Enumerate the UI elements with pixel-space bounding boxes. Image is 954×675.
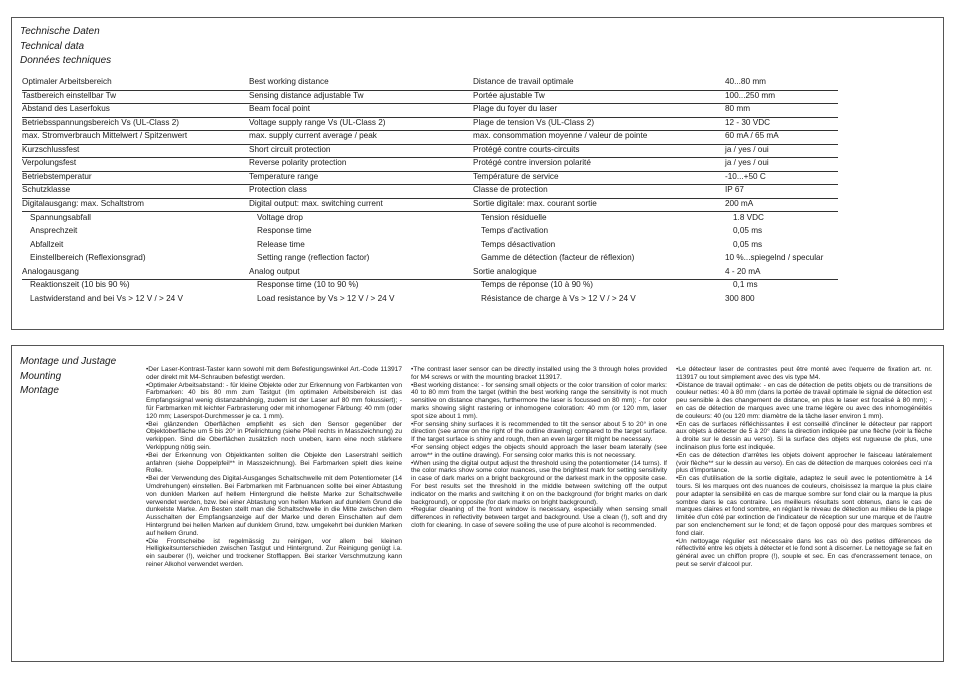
- spec-label-fr: Portée ajustable Tw: [473, 90, 545, 100]
- spec-value: 12 - 30 VDC: [725, 117, 838, 132]
- spec-value: ja / yes / oui: [725, 157, 838, 172]
- spec-label-fr: max. consommation moyenne / valeur de pointe: [473, 131, 648, 141]
- spec-label-de: Kurzschlussfest: [22, 144, 80, 154]
- spec-label-de: Abfallzeit: [30, 239, 64, 249]
- mounting-paragraph: •Distance de travail optimale: - en cas de détection de petits objets ou de transitions de couleur nettes: 40 à 80 mm (dans la portée de travail optimale le signal de détection est peu sensible à des changement de distance, en plus le laser est focalisé à 80 mm); - en cas de détection de marques avec une trame légère ou avec des inhomogénéités de couleurs: 40 (ou 120 mm: diamètre de la tâche laser environ 1 mm).: [676, 381, 932, 420]
- spec-value: 200 mA: [725, 198, 838, 213]
- spec-label-de: Digitalausgang: max. Schaltstrom: [22, 198, 144, 208]
- spec-label-en: Release time: [257, 239, 305, 249]
- spec-label-fr: Classe de protection: [473, 185, 548, 195]
- spec-value: 0,05 ms: [733, 226, 763, 236]
- mounting-paragraph: •En cas de surfaces réfléchissantes il est conseillé d'incliner le détecteur par rapport aux objets à détecter de 5 à 20° dans la direction indiquée par une flèche (voir la flèche à droite sur le dessin au verso). Si la surface des objets est rugueuse de plus, une inclinaison plus forte est indiquée.: [676, 420, 932, 451]
- spec-row: [22, 252, 732, 266]
- mounting-titles: [20, 355, 116, 399]
- mounting-paragraph: •Le détecteur laser de contrastes peut être monté avec l'equerre de fixation art. nr. 113917 ou tout simplement avec des vis type M4.: [676, 366, 932, 381]
- spec-row: [22, 117, 732, 132]
- title-fr: Données techniques: [20, 55, 112, 66]
- mounting-paragraph: •Un nettoyage régulier est nécessaire dans les cas où des petites différences de réflectivité entre les objets à détecter et le fond sont à discerner. Le nettoyage se fait en général avec un chiffon propre (!), souple et sec. En cas d'encrassement tenace, on peut se servir d'alcool pur.: [676, 537, 932, 568]
- spec-label-de: Einstellbereich (Reflexionsgrad): [30, 253, 146, 263]
- spec-value: 100...250 mm: [725, 90, 838, 105]
- spec-label-fr: Temps de réponse (10 à 90 %): [481, 280, 593, 290]
- mounting-paragraph: •The contrast laser sensor can be directly installed using the 3 through holes provided for M4 screws or with the mounting bracket 113917.: [411, 366, 667, 381]
- spec-value: -10...+50 C: [725, 171, 838, 186]
- spec-row: [22, 212, 732, 226]
- spec-label-en: Voltage drop: [257, 212, 303, 222]
- spec-row: [22, 171, 732, 186]
- spec-label-en: Response time: [257, 226, 312, 236]
- title-en: Technical data: [20, 40, 85, 52]
- mounting-text-en: [411, 366, 667, 530]
- mounting-paragraph: •En cas d'utilisation de la sortie digitale, adaptez le seuil avec le potentiomètre à 14 tours. Si les marques ont des nuances de couleurs, choisissez la marque la plus claire pour adapter la sensibilité en cas de marque sombre sur fond clair ou la marque la plus sombre dans le cas contraire. Les meilleurs résultats sont obtenus, dans le cas de marques claires et fond sombre, en réglant le niveau de détection au milieu de la plage limitée d'un côté par extinction de l'indicateur de réception sur une marque et de l'autre par son enclenchement sur le fond; et de façon opposé pour des marques sombres et fond clair.: [676, 475, 932, 537]
- mounting-paragraph: •Die Frontscheibe ist regelmässig zu reinigen, vor allem bei kleinen Helligkeitsunterschieden zwischen Tastgut und Hintergrund. Zur Reinigung genügt i.a. ein sauberer (!), weicher und trockener Stofflappen. Bei starker Verschmutzung kann reiner Alkohol verwendet werden.: [146, 537, 402, 568]
- mounting-paragraph: •Der Laser-Kontrast-Taster kann sowohl mit dem Befestigungswinkel Art.-Code 113917 oder direkt mit M4-Schrauben befestigt werden.: [146, 366, 402, 381]
- spec-label-de: Reaktionszeit (10 bis 90 %): [30, 280, 130, 290]
- spec-value: 1.8 VDC: [733, 212, 764, 222]
- mounting-paragraph: •En cas de détection d'arrêtes les objets doivent approcher le faisceau latéralement (voir flèche** sur le dessin au verso). En cas de détection de marques colorées ceci n'a plus d'importance.: [676, 451, 932, 475]
- spec-row: [22, 225, 732, 239]
- mounting-panel: [11, 345, 944, 662]
- spec-label-de: Betriebsspannungsbereich Vs (UL-Class 2): [22, 117, 180, 127]
- spec-row: [22, 144, 732, 159]
- spec-value: 80 mm: [725, 103, 838, 118]
- spec-row: [22, 76, 732, 91]
- technical-data-panel: [11, 17, 944, 330]
- spec-value: 40...80 mm: [725, 76, 838, 91]
- mounting-paragraph: •Best working distance: - for sensing small objects or the color transition of color marks: 40 to 80 mm from the target (within the best working range the sensitivity is not much sensitive on distance changes, furthermore the laser is focussed on 80 mm); - for color marks showing slight rastering or inhomogene coloration: 40 mm (or 120 mm, laser spot size about 1 mm).: [411, 381, 667, 420]
- spec-value: 0,1 ms: [733, 280, 758, 290]
- spec-label-fr: Protégé contre inversion polarité: [473, 158, 591, 168]
- mounting-paragraph: •Optimaler Arbeitsabstand: - für kleine Objekte oder zur Erkennung von Farbkanten von Farbmarken: 40 bis 80 mm zum Tastgut (Im optimalen Arbeitsbereich ist das Empfangssignal wenig distanzabhängig, zudem ist der Laser auf 80 mm fokussiert); - für Farbmarken mit leichter Farbrasterung oder mit inhomogener Färbung: 40 mm (oder 120 mm; Laserspot-Durchmesser je ca. 1 mm).: [146, 381, 402, 420]
- title-en: Mounting: [20, 370, 62, 382]
- spec-label-fr: Distance de travail optimale: [473, 77, 574, 86]
- spec-label-de: Abstand des Laserfokus: [22, 104, 110, 114]
- spec-row: [22, 279, 732, 293]
- spec-label-en: Protection class: [249, 185, 307, 195]
- spec-row: [22, 239, 732, 253]
- mounting-text-fr: [676, 366, 932, 569]
- spec-label-fr: Gamme de détection (facteur de réflexion): [481, 253, 635, 263]
- spec-label-fr: Protégé contre courts-circuits: [473, 144, 580, 154]
- spec-label-de: Verpolungsfest: [22, 158, 77, 168]
- spec-row: [22, 293, 732, 307]
- spec-label-en: Response time (10 to 90 %): [257, 280, 359, 290]
- spec-value: 0,05 ms: [733, 239, 763, 249]
- spec-label-en: Load resistance by Vs > 12 V / > 24 V: [257, 293, 395, 303]
- spec-label-de: Tastbereich einstellbar Tw: [22, 90, 117, 100]
- spec-value: IP 67: [725, 184, 838, 199]
- spec-row: [22, 184, 732, 199]
- mounting-paragraph: •Bei der Verwendung des Digital-Ausganges Schaltschwelle mit dem Potentiometer (14 Umdrehungen) einstellen. Bei Farbmarken mit Farbnuancen sollte bei einer Abtastung von dunklen Marken auf hellem Hintergrund die hellste Marke zur Schaltschwelle verwendet werden, bzw. bei einer Abtastung von hellen Marken auf dunklem Grund die dunkelste Marke. Am Besten stellt man die Schaltschwelle in die Mitte zwischen dem Ausschalten der Empfangsanzeige auf der Marke und deren Einschalten auf dem Hintergrund bei hellen Marken auf dunklem Grund, bzw. umgekehrt bei dunklen Marken auf hellem Grund.: [146, 475, 402, 537]
- title-fr: Montage: [20, 385, 59, 396]
- spec-label-de: max. Stromverbrauch Mittelwert / Spitzenwert: [22, 131, 188, 141]
- spec-label-en: Short circuit protection: [249, 144, 331, 154]
- spec-value: 10 %...spiegelnd / specular: [725, 253, 824, 263]
- spec-label-de: Ansprechzeit: [30, 226, 78, 236]
- spec-label-fr: Tension résiduelle: [481, 212, 547, 222]
- spec-label-en: Best working distance: [249, 77, 329, 86]
- spec-row: [22, 130, 732, 145]
- spec-label-fr: Sortie analogique: [473, 266, 537, 276]
- spec-row: [22, 198, 732, 213]
- spec-label-en: Voltage supply range Vs (UL-Class 2): [249, 117, 386, 127]
- spec-row: [22, 266, 732, 281]
- technical-data-titles: [20, 25, 111, 69]
- mounting-paragraph: •Bei glänzenden Oberflächen empfiehlt es sich den Sensor gegenüber der Objektoberfläche um 5 bis 20° in Pfeilrichtung (siehe Pfeil rechts in Masszeichnung) zu verkippen. Sind die Oberflächen zusätzlich noch uneben, kann eine noch stärkere Verkippung nötig sein.: [146, 420, 402, 451]
- mounting-paragraph: •For sensing object edges the objects should approach the laser beam laterally (see arrow** in the outline drawing). For sensing color marks this is not necessary.: [411, 443, 667, 459]
- spec-label-en: Temperature range: [249, 171, 319, 181]
- spec-label-de: Betriebstemperatur: [22, 171, 92, 181]
- mounting-paragraph: •Bei der Erkennung von Objektkanten sollten die Objekte den Laserstrahl seitlich anfahren (siehe Doppelpfeil** in Masszeichnung). Bei Farbmarken spielt dies keine Rolle.: [146, 451, 402, 475]
- spec-label-en: Setting range (reflection factor): [257, 253, 370, 263]
- spec-label-fr: Résistance de charge à Vs > 12 V / > 24 V: [481, 293, 636, 303]
- spec-label-de: Optimaler Arbeitsbereich: [22, 77, 112, 86]
- mounting-paragraph: •Regular cleaning of the front window is necessary, especially when sensing small differences in reflectivity between target and background. Use a clean (!), soft and dry cloth for cleaning. In case of severe soiling the use of pure alcohol is recommended.: [411, 506, 667, 529]
- mounting-paragraph: •When using the digital output adjust the threshold using the potentiometer (14 turns). If the color marks show some color nuances, use the brightest mark for setting sensitivity in case of dark marks on a bright background or the darkest mark in the opposite case. For best results set the threshold in the middle between switching off the output indicator on the marks and switching it on on the background (for bright marks on dark background), or opposite (for dark marks on bright background).: [411, 459, 667, 506]
- spec-row: [22, 103, 732, 118]
- spec-label-fr: Température de service: [473, 171, 559, 181]
- spec-label-fr: Temps d'activation: [481, 226, 549, 236]
- spec-label-en: max. supply current average / peak: [249, 131, 377, 141]
- spec-value: 60 mA / 65 mA: [725, 130, 838, 145]
- spec-label-en: Reverse polarity protection: [249, 158, 347, 168]
- spec-label-fr: Plage du foyer du laser: [473, 104, 558, 114]
- title-de: Technische Daten: [20, 26, 100, 37]
- title-de: Montage und Justage: [20, 356, 117, 367]
- mounting-text-de: [146, 366, 402, 569]
- spec-label-de: Schutzklasse: [22, 185, 71, 195]
- spec-label-de: Spannungsabfall: [30, 212, 92, 222]
- spec-label-fr: Sortie digitale: max. courant sortie: [473, 198, 597, 208]
- spec-label-fr: Temps désactivation: [481, 239, 556, 249]
- spec-label-fr: Plage de tension Vs (UL-Class 2): [473, 117, 595, 127]
- mounting-paragraph: •For sensing shiny surfaces it is recommended to tilt the sensor about 5 to 20° in one direction (see arrow on the right of the outline drawing) compared to the target surface. If the target surface is shiny and rough, then an even larger tilt might be necessary.: [411, 420, 667, 444]
- spec-row: [22, 157, 732, 172]
- spec-label-de: Analogausgang: [22, 266, 79, 276]
- spec-row: [22, 90, 732, 105]
- spec-label-en: Digital output: max. switching current: [249, 198, 383, 208]
- spec-value: 300 800: [725, 293, 755, 303]
- spec-label-de: Lastwiderstand and bei Vs > 12 V / > 24 V: [30, 293, 183, 303]
- spec-value: ja / yes / oui: [725, 144, 838, 159]
- spec-label-en: Beam focal point: [249, 104, 310, 114]
- spec-label-en: Sensing distance adjustable Tw: [249, 90, 364, 100]
- spec-label-en: Analog output: [249, 266, 300, 276]
- spec-value: 4 - 20 mA: [725, 266, 838, 281]
